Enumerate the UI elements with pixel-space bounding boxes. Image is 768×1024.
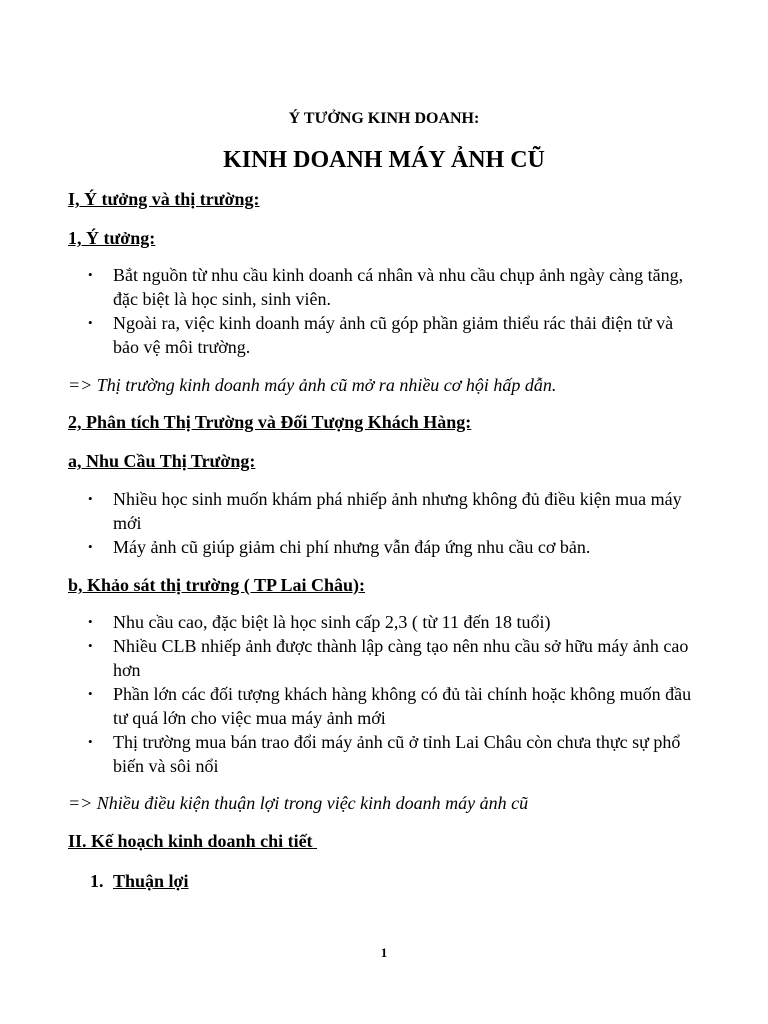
list-item: • Nhiều học sinh muốn khám phá nhiếp ảnh nhưng không đủ điều kiện mua máy mới [68,487,700,535]
idea-bullets [68,263,700,359]
list-item: • Bắt nguồn từ nhu cầu kinh doanh cá nhân và nhu cầu chụp ảnh ngày càng tăng, đặc biệt là học sinh, sinh viên. [68,263,700,311]
market-analysis-heading: 2, Phân tích Thị Trường và Đối Tượng Khách Hàng: [68,412,472,432]
market-demand-bullets [68,487,700,559]
page-number: 1 [380,945,388,960]
item-label: Thuận lợi [113,871,189,891]
list-item: • Nhu cầu cao, đặc biệt là học sinh cấp 2,3 ( từ 11 đến 18 tuổi) [68,610,700,634]
section-2-heading: II. Kế hoạch kinh doanh chi tiết [68,831,318,851]
market-survey-bullets [68,610,700,778]
idea-heading: 1, Ý tưởng: [68,228,156,248]
doc-subtitle: Ý TƯỞNG KINH DOANH: [288,110,480,127]
market-demand-heading: a, Nhu Cầu Thị Trường: [68,451,256,471]
doc-title: KINH DOANH MÁY ẢNH CŨ [223,147,545,173]
section-1-heading: I, Ý tưởng và thị trường: [68,189,260,209]
survey-conclusion: => Nhiều điều kiện thuận lợi trong việc kinh doanh máy ảnh cũ [68,793,529,813]
numbered-item-advantages [90,869,189,893]
list-item: • Nhiều CLB nhiếp ảnh được thành lập càng tạo nên nhu cầu sở hữu máy ảnh cao hơn [68,634,700,682]
document-page [68,0,700,1024]
item-number: 1. [90,871,104,891]
idea-conclusion: => Thị trường kinh doanh máy ảnh cũ mở ra nhiều cơ hội hấp dẫn. [68,375,557,395]
list-item: • Thị trường mua bán trao đổi máy ảnh cũ ở tỉnh Lai Châu còn chưa thực sự phổ biến và sôi nổi [68,730,700,778]
market-survey-heading: b, Khảo sát thị trường ( TP Lai Châu): [68,575,365,595]
list-item: • Ngoài ra, việc kinh doanh máy ảnh cũ góp phần giảm thiểu rác thải điện tử và bảo vệ môi trường. [68,311,700,359]
list-item: • Phần lớn các đối tượng khách hàng không có đủ tài chính hoặc không muốn đầu tư quá lớn cho việc mua máy ảnh mới [68,682,700,730]
list-item: • Máy ảnh cũ giúp giảm chi phí nhưng vẫn đáp ứng nhu cầu cơ bản. [68,535,700,559]
